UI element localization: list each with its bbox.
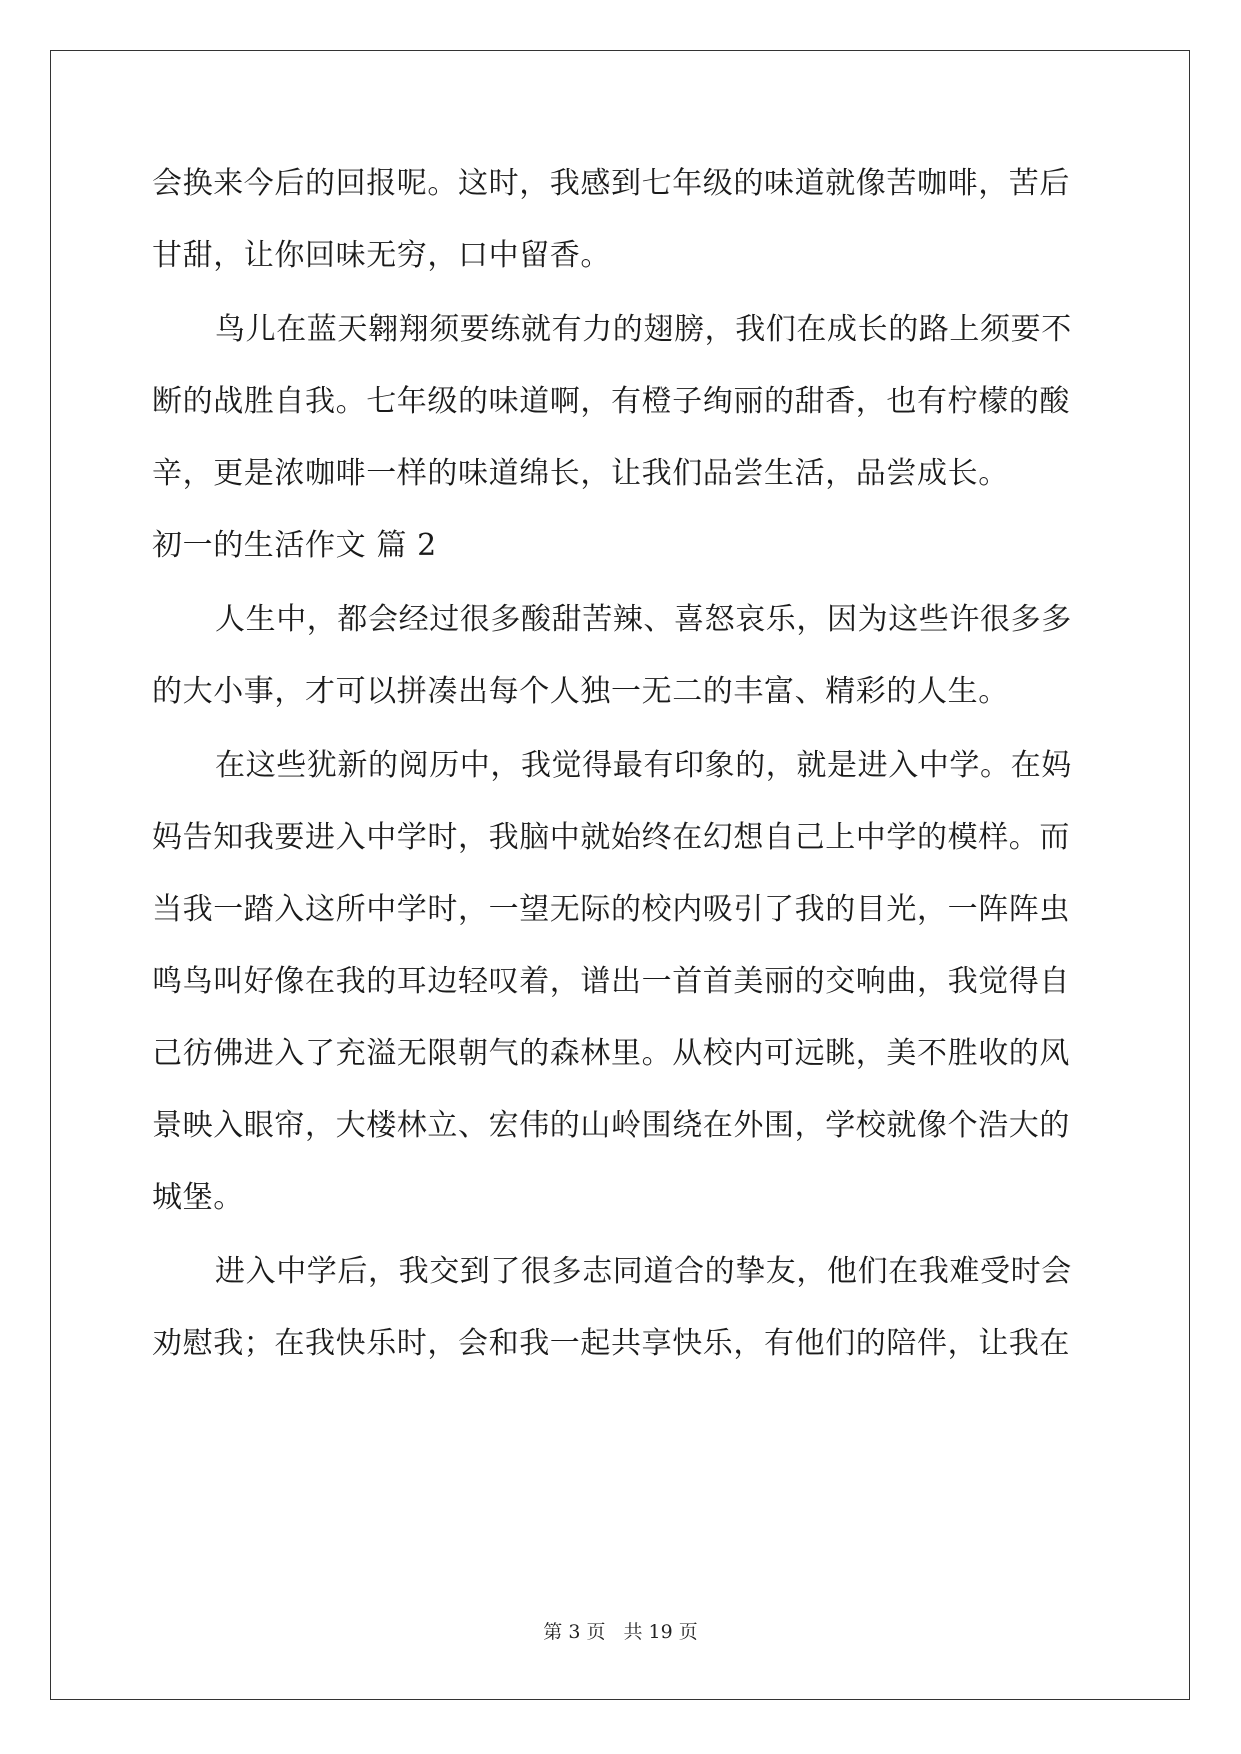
text-line: 会换来今后的回报呢。这时，我感到七年级的味道就像苦咖啡，苦后: [152, 166, 1070, 201]
page-number: 第 3 页: [543, 1621, 606, 1643]
text-line: 甘甜，让你回味无穷，口中留香。: [152, 238, 611, 273]
page-frame: [50, 50, 1190, 1700]
page-footer: [0, 1620, 1241, 1644]
paragraph-first-line: 鸟儿在蓝天翱翔须要练就有力的翅膀，我们在成长的路上须要不: [215, 312, 1072, 347]
text-line: 鸣鸟叫好像在我的耳边轻叹着，谱出一首首美丽的交响曲，我觉得自: [152, 964, 1070, 999]
text-line: 妈告知我要进入中学时，我脑中就始终在幻想自己上中学的模样。而: [152, 820, 1070, 855]
paragraph-first-line: 在这些犹新的阅历中，我觉得最有印象的，就是进入中学。在妈: [215, 748, 1072, 783]
text-line: 当我一踏入这所中学时，一望无际的校内吸引了我的目光，一阵阵虫: [152, 892, 1070, 927]
paragraph-first-line: 人生中，都会经过很多酸甜苦辣、喜怒哀乐，因为这些许很多多: [215, 602, 1072, 637]
text-line: 的大小事，才可以拼凑出每个人独一无二的丰富、精彩的人生。: [152, 674, 1009, 709]
section-heading: 初一的生活作文 篇 2: [152, 528, 437, 563]
text-line: 景映入眼帘，大楼林立、宏伟的山岭围绕在外围，学校就像个浩大的: [152, 1108, 1070, 1143]
text-line: 城堡。: [152, 1180, 244, 1215]
text-line: 断的战胜自我。七年级的味道啊，有橙子绚丽的甜香，也有柠檬的酸: [152, 384, 1070, 419]
page-total: 共 19 页: [623, 1621, 698, 1643]
text-line: 己彷佛进入了充溢无限朝气的森林里。从校内可远眺，美不胜收的风: [152, 1036, 1070, 1071]
paragraph-first-line: 进入中学后，我交到了很多志同道合的挚友，他们在我难受时会: [215, 1254, 1072, 1289]
text-line: 劝慰我；在我快乐时，会和我一起共享快乐，有他们的陪伴，让我在: [152, 1326, 1070, 1361]
text-line: 辛，更是浓咖啡一样的味道绵长，让我们品尝生活，品尝成长。: [152, 456, 1009, 491]
